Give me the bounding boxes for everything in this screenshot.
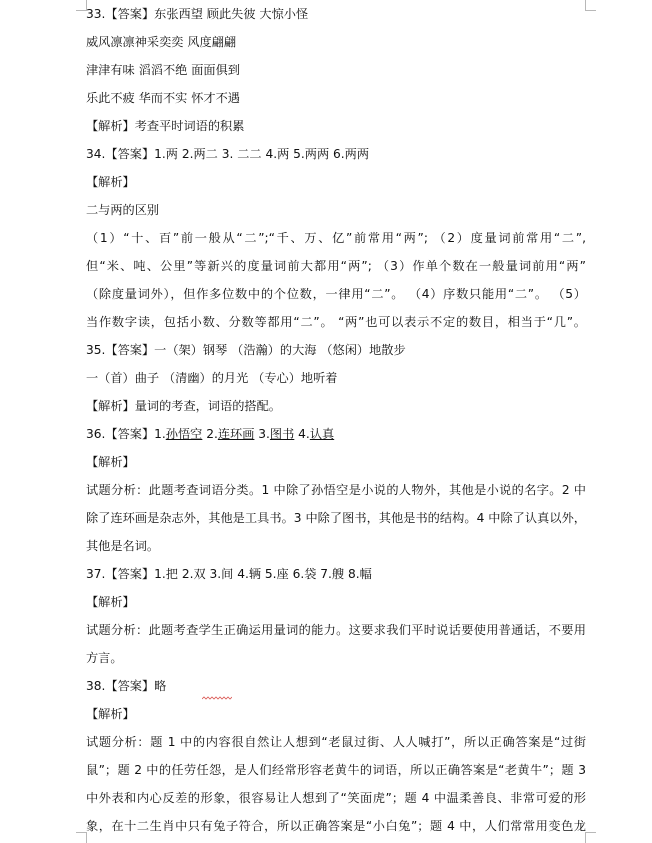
text-line: 试题分析：题 1 中的内容很自然让人想到“老鼠过街、人人喊打”，所以正确答案是“过街 xyxy=(86,735,586,749)
answer-underlined: 孙悟空 xyxy=(165,427,203,441)
text-line: 但“米、吨、公里”等新兴的度量词前大都用“两”; （3）作单个数在一般量词前用“两” xyxy=(86,259,586,273)
text-line: 试题分析：此题考查学生正确运用量词的能力。这要求我们平时说话要使用普通话，不要用 xyxy=(86,623,586,637)
answer-prefix: 36.【答案】1. xyxy=(86,427,166,441)
text-line: 鼠”；题 2 中的任劳任怨，是人们经常形容老黄牛的词语，所以正确答案是“老黄牛”；题 3 xyxy=(86,763,586,777)
text-line: 【解析】 xyxy=(86,707,135,721)
text-line: 试题分析：此题考查词语分类。1 中除了孙悟空是小说的人物外，其他是小说的名字。2 中 xyxy=(86,483,586,497)
text-line: 【解析】 xyxy=(86,595,135,609)
text-line: 当作数字读，包括小数、分数等都用“二”。 “两”也可以表示不定的数目，相当于“几”。 xyxy=(86,315,586,329)
answer-sep: 4. xyxy=(294,427,310,441)
page-corner-mark xyxy=(585,832,596,843)
text-line: 除了连环画是杂志外，其他是工具书。3 中除了图书，其他是书的结构。4 中除了认真以外， xyxy=(86,511,586,525)
text-line: 中外表和内心反差的形象，很容易让人想到了“笑面虎”；题 4 中温柔善良、非常可爱的形 xyxy=(86,791,586,805)
text-line: 乐此不疲 华而不实 怀才不遇 xyxy=(86,91,240,105)
spellcheck-squiggle xyxy=(202,696,232,700)
text-line: 一（首）曲子 （清幽）的月光 （专心）地听着 xyxy=(86,371,338,385)
page-corner-mark xyxy=(585,0,596,11)
text-line: 37.【答案】1.把 2.双 3.间 4.辆 5.座 6.袋 7.艘 8.幅 xyxy=(86,567,372,581)
answer-sep: 2. xyxy=(202,427,218,441)
text-line: 【解析】 xyxy=(86,175,135,189)
text-line: 【解析】量词的考查，词语的搭配。 xyxy=(86,399,281,413)
text-line: 35.【答案】一（架）钢琴 （浩瀚）的大海 （悠闲）地散步 xyxy=(86,343,406,357)
text-line: 津津有味 滔滔不绝 面面俱到 xyxy=(86,63,240,77)
text-line: （1）“十、百”前一般从“二”;“千、万、亿”前常用“两”; （2）度量词前常用“二”, xyxy=(86,231,586,245)
text-line: 34.【答案】1.两 2.两二 3. 二二 4.两 5.两两 6.两两 xyxy=(86,147,370,161)
text-line: （除度量词外），但作多位数中的个位数，一律用“二”。 （4）序数只能用“二”。 （5） xyxy=(86,287,586,301)
text-line: 其他是名词。 xyxy=(86,539,160,553)
text-line: 【解析】 xyxy=(86,455,135,469)
text-line: 【解析】考查平时词语的积累 xyxy=(86,119,245,133)
text-line: 38.【答案】略 xyxy=(86,679,167,693)
answer-underlined: 认真 xyxy=(309,427,335,441)
answer-underlined: 连环画 xyxy=(217,427,255,441)
answer-sep: 3. xyxy=(254,427,270,441)
answer-line-36 xyxy=(86,426,334,442)
text-line: 33.【答案】东张西望 顾此失彼 大惊小怪 xyxy=(86,7,309,21)
text-line: 象，在十二生肖中只有兔子符合，所以正确答案是“小白兔”；题 4 中，人们常常用变色龙 xyxy=(86,819,586,833)
text-line: 二与两的区别 xyxy=(86,203,160,217)
text-line: 威风凛凛神采奕奕 风度翩翩 xyxy=(86,35,237,49)
answer-underlined: 图书 xyxy=(269,427,295,441)
text-line: 方言。 xyxy=(86,651,123,665)
